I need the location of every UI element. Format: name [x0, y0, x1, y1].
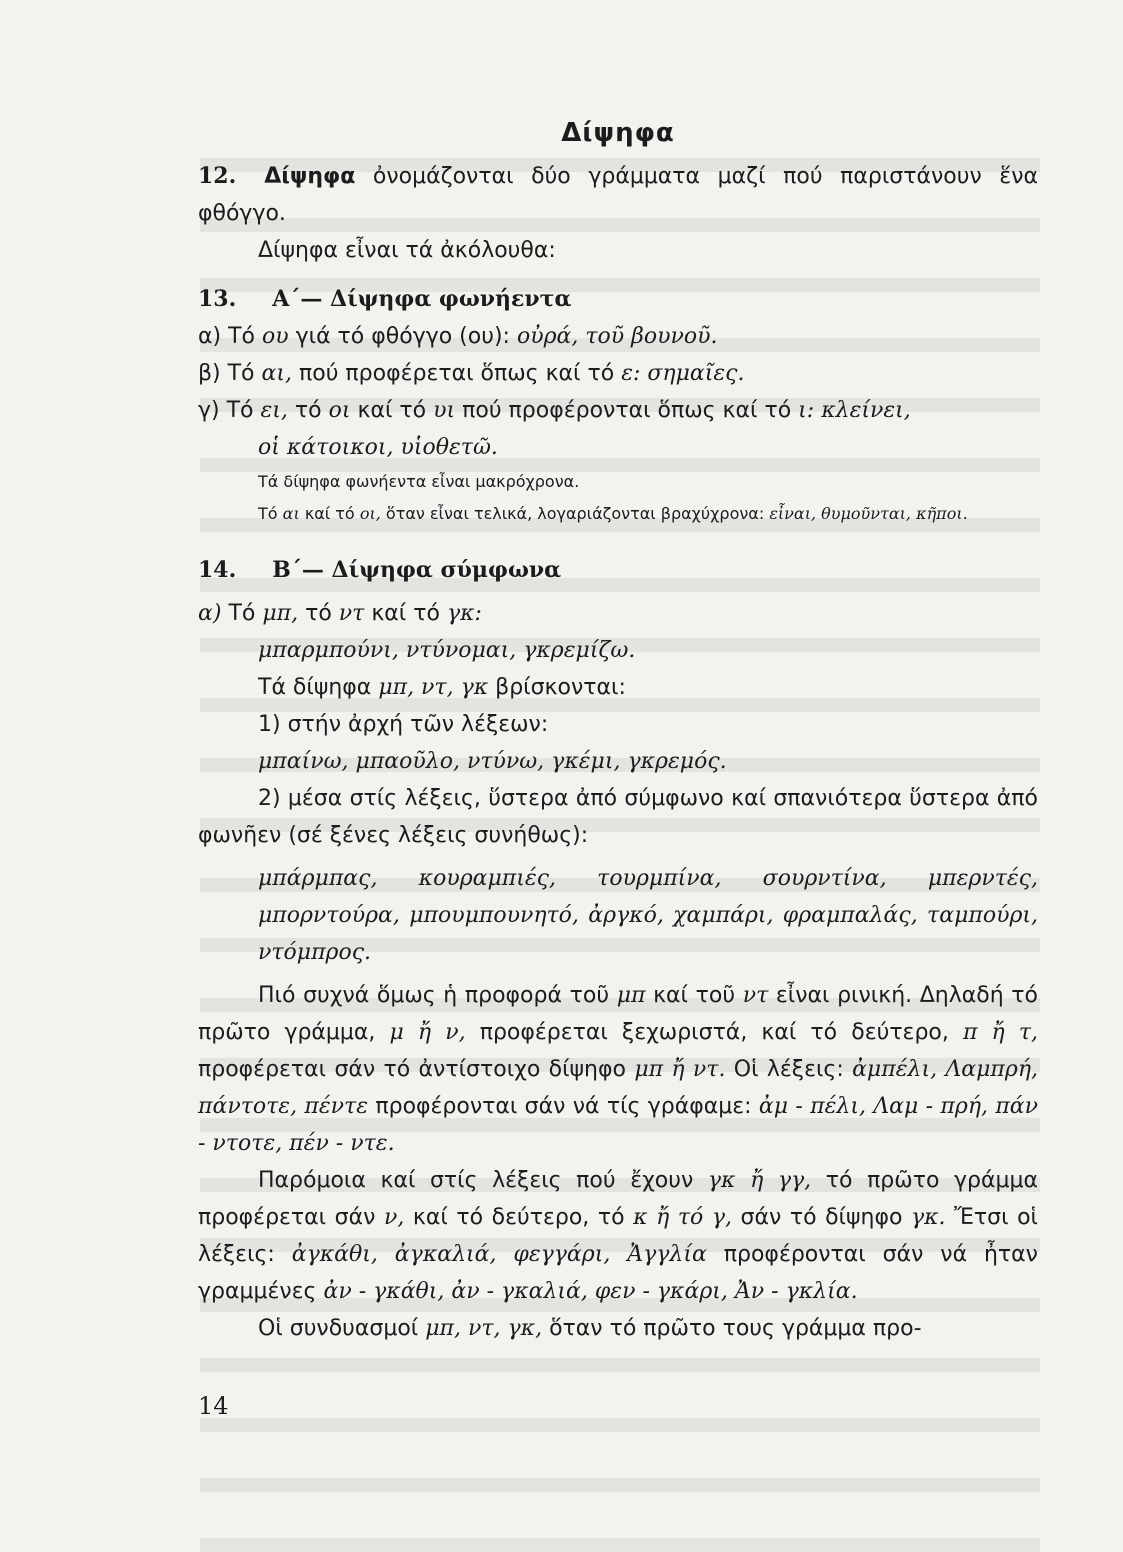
digraph: ντ [742, 983, 769, 1008]
digraph: μπ, [262, 601, 299, 626]
note-long-vowels: Τά δίψηφα φωνήεντα εἶναι μακρόχρονα. [258, 472, 580, 491]
page-title: Δίψηφα [561, 118, 675, 148]
page-number: 14 [198, 1392, 229, 1420]
digraph: γκ. [910, 1205, 946, 1230]
item-c-examples [198, 429, 1038, 466]
digraph: γκ: [446, 601, 482, 626]
text: Πιό συχνά ὅμως ἡ προφορά τοῦ [258, 983, 617, 1008]
definition-text: ὀνομάζονται δύο γράμματα μαζί πού παριστάνουν ἕνα φθόγγο. [198, 164, 1038, 226]
note-short-vowels [198, 500, 1038, 528]
combinations-continued [198, 1310, 1038, 1347]
position-1: 1) στήν ἀρχή τῶν λέξεων: [258, 712, 549, 737]
example: μπαίνω, μπαοῦλο, ντύνω, γκέμι, γκρεμός. [258, 749, 727, 774]
text: γιά τό φθόγγο (ου): [288, 324, 517, 349]
term: Δίψηφα [264, 164, 356, 189]
example: ἀμπέλι, Λαμπρή, πάντοτε, πέντε [198, 1057, 1039, 1119]
section-12-definition [198, 158, 1038, 232]
example: ἀγκάθι, ἀγκαλιά, φεγγάρι, Ἀγγλία [291, 1242, 707, 1267]
page-body [198, 118, 1038, 1347]
section-number: 13. [198, 286, 237, 312]
text: Τό [221, 601, 263, 626]
text: γ) Τό [198, 398, 261, 423]
digraph: οι, [359, 504, 381, 523]
digraph: ου [261, 324, 289, 349]
position-2-examples [198, 860, 1038, 971]
example: οὐρά, τοῦ βουνοῦ. [516, 324, 718, 349]
text: τό [298, 601, 339, 626]
text: καί τό [364, 601, 447, 626]
text: β) Τό [198, 361, 262, 386]
text: Παρόμοια καί στίς λέξεις πού ἔχουν [258, 1168, 708, 1193]
found-intro [198, 669, 1038, 706]
text: τό πρῶτο γράμμα προφέρεται σάν [198, 1168, 1038, 1230]
position-1-examples [198, 743, 1038, 780]
letter: ε: [621, 361, 641, 386]
text: προφέρεται ξεχωριστά, καί τό δεύτερο, [465, 1020, 963, 1045]
section-number: 14. [198, 557, 237, 583]
heading-text: Β΄— Δίψηφα σύμφωνα [272, 557, 562, 583]
text: προφέρονται σάν νά τίς γράφαμε: [368, 1094, 759, 1119]
text: προφέρονται σάν νά ἦταν γραμμένες [198, 1242, 1038, 1304]
digraph: αι [282, 504, 300, 523]
text: καί τοῦ [645, 983, 743, 1008]
letter: ι: [798, 398, 815, 423]
label: α) [198, 601, 222, 626]
example: μπαρμπούνι, ντύνομαι, γκρεμίζω. [258, 638, 636, 663]
text: α) Τό [198, 324, 262, 349]
text: Τά δίψηφα [258, 675, 379, 700]
item-a-consonants [198, 595, 1038, 632]
text: Ἔτσι οἱ λέξεις: [198, 1205, 1038, 1267]
text: καί τό [350, 398, 434, 423]
digraph: ει, [260, 398, 288, 423]
example: οἱ κάτοικοι, υἱοθετῶ. [258, 435, 498, 460]
text: καί τό δεύτερο, τό [404, 1205, 634, 1230]
item-a-examples [198, 632, 1038, 669]
text: εἶναι ρινική. Δηλαδή τό πρῶτο γράμμα, [198, 983, 1039, 1045]
digraph: οι [328, 398, 351, 423]
section-number: 12. [198, 163, 237, 189]
item-a-ou [198, 318, 1038, 355]
text: τό [287, 398, 329, 423]
digraph: αι, [261, 361, 292, 386]
digraph: υι [433, 398, 456, 423]
example: εἶναι, θυμοῦνται, κῆποι. [769, 504, 968, 523]
digraph: μπ, ντ, γκ, [425, 1316, 543, 1341]
gk-pronunciation [198, 1162, 1038, 1310]
example: ἀμ - πέλι, Λαμ - πρή, πάν - ντοτε, πέν - ντε. [198, 1094, 1039, 1156]
digraph: μπ ἤ ντ. [634, 1057, 726, 1082]
text: Οἱ λέξεις: [725, 1057, 853, 1082]
text: ὅταν τό πρῶτο τους γράμμα προ- [542, 1316, 922, 1341]
digraph: π ἤ τ, [962, 1020, 1038, 1045]
example: σημαῖες. [640, 361, 745, 386]
text: Τό [258, 504, 283, 523]
example: ἀν - γκάθι, ἀν - γκαλιά, φεν - γκάρι, Ἀν - γκλία. [323, 1279, 858, 1304]
digraph: μπ [616, 983, 646, 1008]
text: ὅταν εἶναι τελικά, λογαριάζονται βραχύχρονα: [380, 504, 770, 523]
example: μπάρμπας, κουραμπιές, τουρμπίνα, σουρντίνα, μπερντές, μπορντούρα, μπουμπουνητό, ἀργκό, χαμπάρι, φραμπαλάς, ταμπούρι, ντόμπρος. [258, 866, 1038, 965]
item-c-ei-oi-yi [198, 392, 1038, 429]
digraph: μπ, ντ, γκ [378, 675, 489, 700]
section-14-heading [198, 552, 1038, 589]
text: προφέρεται σάν τό ἀντίστοιχο δίψηφο [198, 1057, 635, 1082]
section-12-intro: Δίψηφα εἶναι τά ἀκόλουθα: [258, 238, 556, 263]
digraph: κ ἤ τό γ, [633, 1205, 732, 1230]
position-2: 2) μέσα στίς λέξεις, ὕστερα ἀπό σύμφωνο καί σπανιότερα ὕστερα ἀπό φωνῆεν (σέ ξένες λέξεις συνήθως): [198, 786, 1038, 848]
digraph: μ ἤ ν, [389, 1020, 466, 1045]
digraph: ν, [383, 1205, 405, 1230]
text: βρίσκονται: [488, 675, 626, 700]
text: σάν τό δίψηφο [731, 1205, 911, 1230]
item-b-ai [198, 355, 1038, 392]
heading-text: Α΄— Δίψηφα φωνήεντα [272, 286, 572, 312]
example: κλείνει, [814, 398, 911, 423]
digraph: γκ ἤ γγ, [707, 1168, 812, 1193]
section-13-heading [198, 281, 1038, 318]
text: πού προφέρεται ὅπως καί τό [292, 361, 622, 386]
text: Οἱ συνδυασμοί [258, 1316, 426, 1341]
text: καί τό [299, 504, 360, 523]
text: πού προφέρονται ὅπως καί τό [455, 398, 799, 423]
digraph: ντ [338, 601, 365, 626]
nasal-pronunciation [198, 977, 1038, 1162]
